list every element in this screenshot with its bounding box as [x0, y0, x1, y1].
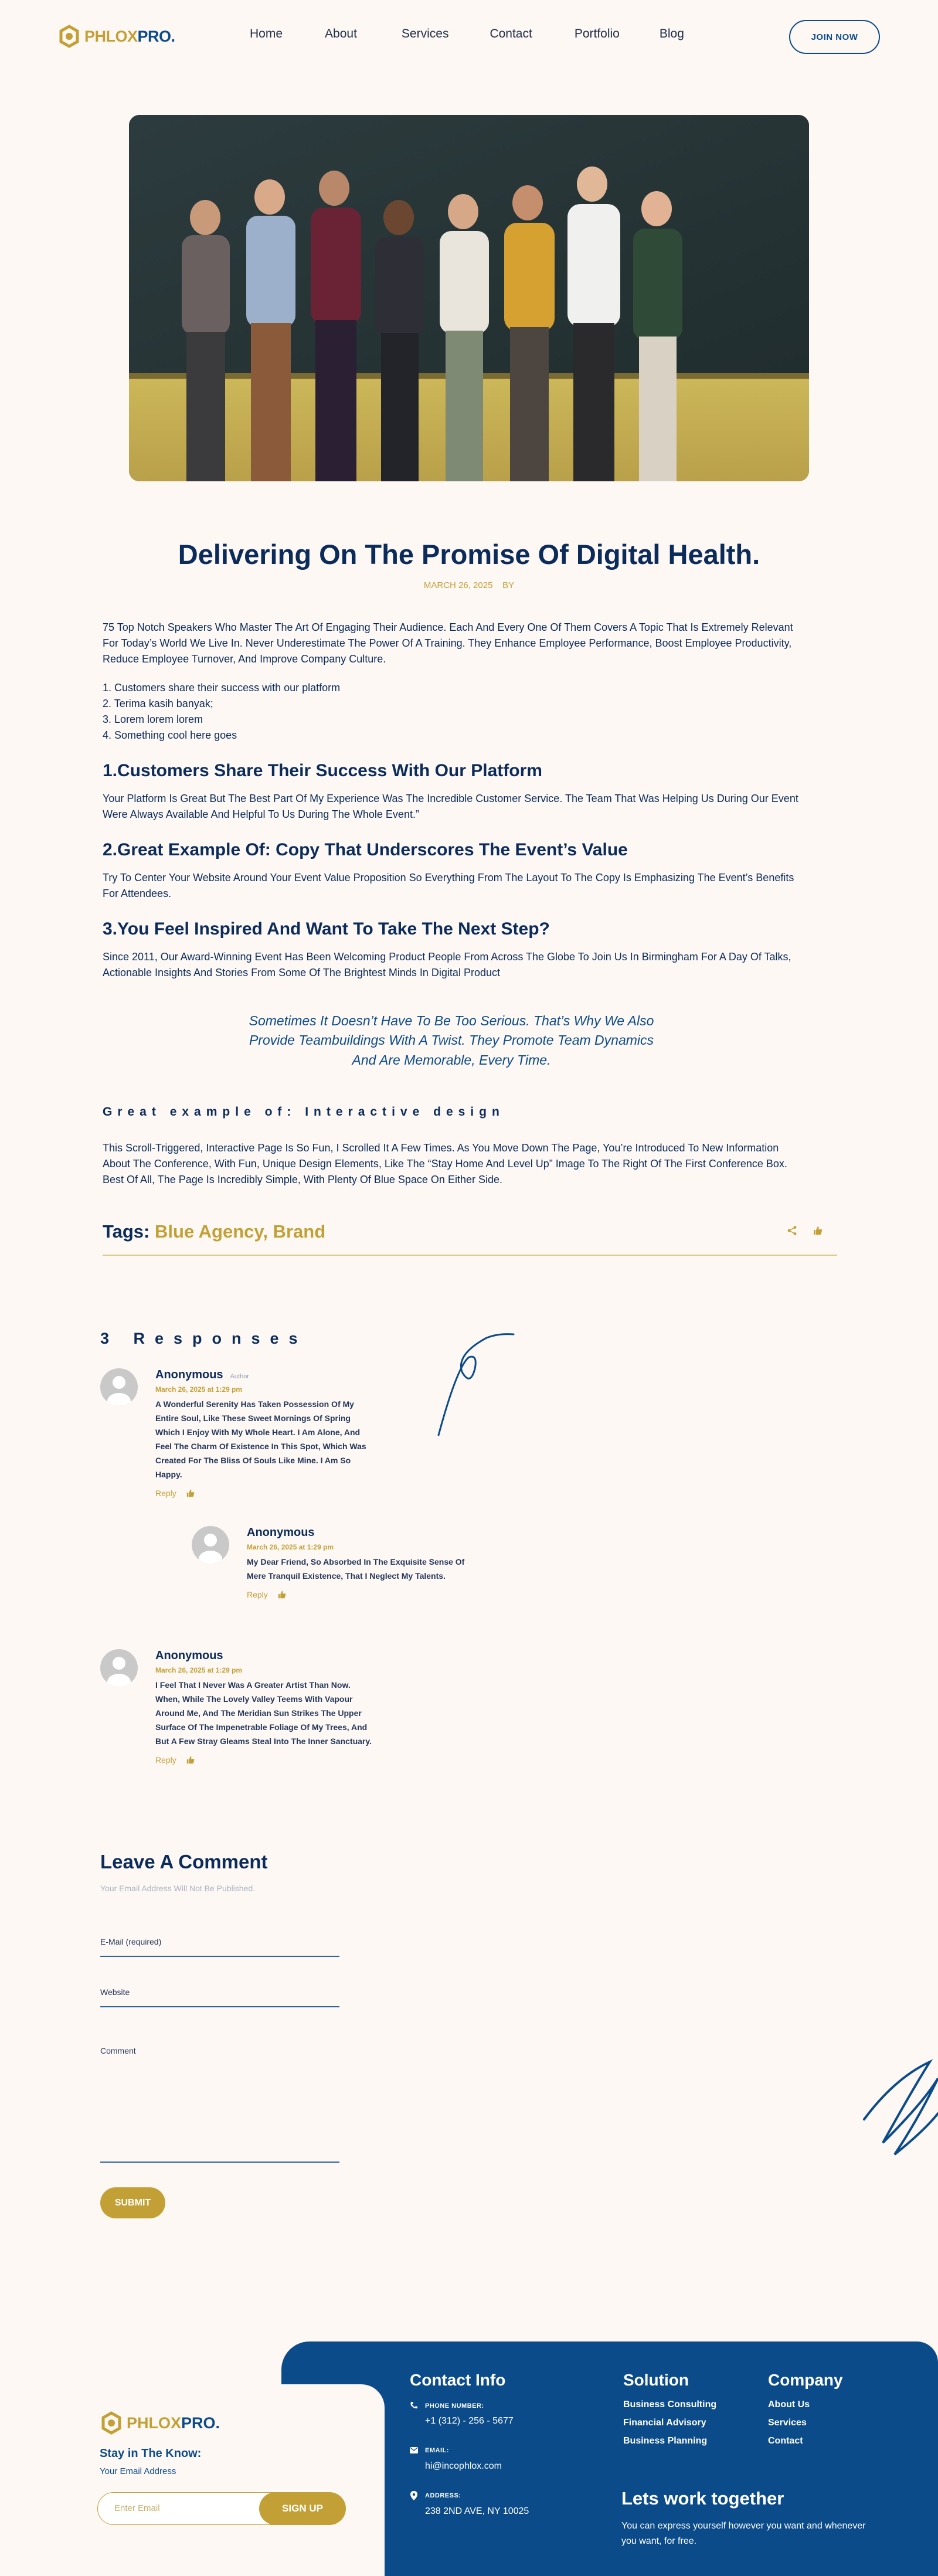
leave-comment-note: Your Email Address Will Not Be Published.	[100, 1884, 256, 1893]
comment-author-name: Anonymous	[155, 1368, 223, 1381]
section-heading-1: 1.Customers Share Their Success With Our Platform	[103, 761, 542, 780]
company-link[interactable]: About Us	[768, 2400, 810, 2410]
comment-text: My Dear Friend, So Absorbed In The Exquisite Sense Of Mere Tranquil Existence, That I Neglect My Talents.	[247, 1557, 465, 1581]
comment-date: March 26, 2025 at 1:29 pm	[155, 1385, 243, 1394]
like-icon[interactable]	[186, 1488, 195, 1498]
newsletter-card	[59, 2384, 385, 2576]
location-icon	[410, 2491, 417, 2500]
nav-contact[interactable]: Contact	[490, 27, 532, 40]
comment-2	[192, 1526, 465, 1626]
address-label: ADDRESS:	[425, 2492, 461, 2499]
content-list	[103, 680, 800, 743]
interactive-design-heading: Great example of: Interactive design	[103, 1105, 505, 1119]
responses-title: 3 Responses	[100, 1330, 308, 1347]
tags-label: Tags:	[103, 1221, 150, 1242]
section-paragraph-1: Your Platform Is Great But The Best Part Of My Experience Was The Incredible Customer Service. The Team That Was Helping Us During Our Event Were Always Available And Helpful To Us During The Whole Event.”	[103, 793, 798, 820]
newsletter-email-label: Your Email Address	[100, 2466, 176, 2476]
post-content	[103, 620, 800, 1188]
brand-name-part2: PRO.	[181, 2414, 220, 2432]
avatar	[100, 1649, 138, 1687]
brand-name-part1: PHLOX	[127, 2414, 182, 2432]
nav-home[interactable]: Home	[250, 27, 283, 40]
intro-paragraph: 75 Top Notch Speakers Who Master The Art Of Engaging Their Audience. Each And Every One Of Them Covers A Topic That Is Extremely Relevant For Today’s World We Live In. Never Underestimate The Power Of A Training. They Enhance Employee Performance, Boost Employee Productivity, Reduce Employee Turnover, And Improve Company Culture.	[103, 621, 793, 665]
solution-link[interactable]: Business Consulting	[623, 2400, 717, 2410]
brand-logo[interactable]	[57, 25, 175, 48]
nav-portfolio[interactable]: Portfolio	[574, 27, 620, 40]
comment-author-name: Anonymous	[247, 1526, 315, 1539]
comment-actions	[155, 1488, 372, 1498]
comment-text: A Wonderful Serenity Has Taken Possession Of My Entire Soul, Like These Sweet Mornings Of Spring Which I Enjoy With My Whole Heart. I Am Alone, And Feel The Charm Of Existence In This Spot, Which Was Created For The Bliss Of Souls Like Mine. I Am So Happy.	[155, 1399, 366, 1480]
comment-author	[247, 1526, 464, 1540]
list-item: 4. Something cool here goes	[103, 729, 237, 741]
list-item: 1. Customers share their success with our platform	[103, 682, 341, 694]
comment-actions	[247, 1590, 464, 1599]
footer-logo[interactable]	[100, 2411, 220, 2435]
comment-textarea[interactable]	[100, 2162, 339, 2163]
phone-number[interactable]: +1 (312) - 256 - 5677	[425, 2416, 514, 2426]
logo-mark-icon	[100, 2411, 123, 2435]
comment-author	[155, 1368, 372, 1382]
post-author-by: BY	[502, 580, 515, 590]
brand-name-part2: PRO.	[137, 27, 175, 45]
company-title: Company	[768, 2371, 843, 2389]
list-item: 3. Lorem lorem lorem	[103, 713, 203, 725]
brand-name-part1: PHLOX	[84, 27, 138, 45]
pull-quote	[103, 1011, 800, 1070]
team-photo	[129, 115, 809, 481]
comment-date: March 26, 2025 at 1:29 pm	[247, 1543, 334, 1551]
stay-in-know-title: Stay in The Know:	[100, 2447, 202, 2460]
email-address[interactable]: hi@incophlox.com	[425, 2461, 502, 2471]
like-icon[interactable]	[186, 1755, 195, 1765]
reply-link[interactable]: Reply	[247, 1590, 268, 1600]
phone-icon	[410, 2401, 418, 2410]
like-icon[interactable]	[277, 1590, 287, 1599]
comment-body	[155, 1368, 372, 1498]
comment-field-label: Comment	[100, 2046, 136, 2055]
comment-date: March 26, 2025 at 1:29 pm	[155, 1666, 243, 1674]
email-icon	[410, 2447, 418, 2454]
post-title: Delivering On The Promise Of Digital Health.	[178, 539, 760, 570]
website-field-label: Website	[100, 1987, 130, 1997]
avatar	[192, 1526, 229, 1564]
reply-link[interactable]: Reply	[155, 1755, 176, 1765]
sign-up-button[interactable]: SIGN UP	[259, 2492, 346, 2525]
section-heading-3: 3.You Feel Inspired And Want To Take The Next Step?	[103, 919, 550, 939]
nav-services[interactable]: Services	[401, 27, 449, 40]
address-value: 238 2ND AVE, NY 10025	[425, 2506, 529, 2516]
swirl-decoration	[859, 2055, 938, 2160]
author-badge: Author	[230, 1373, 249, 1380]
lets-work-title: Lets work together	[621, 2488, 784, 2509]
hero-image	[129, 115, 809, 481]
solution-link[interactable]: Financial Advisory	[623, 2418, 706, 2428]
comment-actions	[155, 1755, 372, 1765]
share-icon[interactable]	[787, 1225, 797, 1236]
leave-comment-title: Leave A Comment	[100, 1851, 268, 1872]
join-now-button[interactable]: JOIN NOW	[789, 20, 880, 54]
avatar	[100, 1368, 138, 1406]
submit-button[interactable]: SUBMIT	[100, 2187, 165, 2218]
quote-line: Sometimes It Doesn’t Have To Be Too Serious. That’s Why We Also	[249, 1013, 654, 1028]
reply-link[interactable]: Reply	[155, 1488, 176, 1498]
logo-mark-icon	[57, 25, 81, 48]
comment-text: I Feel That I Never Was A Greater Artist Than Now. When, While The Lovely Valley Teems With Vapour Around Me, And The Meridian Sun Strikes The Upper Surface Of The Impenetrable Foliage Of My Trees, And But A Few Stray Gleams Steal Into The Inner Sanctuary.	[155, 1680, 372, 1746]
quote-line: And Are Memorable, Every Time.	[352, 1052, 551, 1068]
company-link[interactable]: Contact	[768, 2436, 803, 2446]
like-icon[interactable]	[813, 1225, 823, 1236]
email-label: EMAIL:	[425, 2447, 449, 2454]
main-nav	[250, 27, 726, 41]
section-paragraph-2: Try To Center Your Website Around Your Event Value Proposition So Everything From The Layout To The Copy Is Emphasizing The Event’s Benefits For Attendees.	[103, 872, 794, 899]
lets-work-text: You can express yourself however you want and whenever you want, for free.	[621, 2521, 866, 2546]
comment-body	[155, 1649, 372, 1765]
tags-values[interactable]: Blue Agency, Brand	[155, 1221, 326, 1242]
nav-about[interactable]: About	[325, 27, 357, 40]
post-tags	[103, 1221, 325, 1242]
comment-3	[100, 1649, 372, 1796]
section-heading-2: 2.Great Example Of: Copy That Underscores The Event’s Value	[103, 840, 628, 859]
email-field-label: E-Mail (required)	[100, 1937, 162, 1946]
contact-info-title: Contact Info	[410, 2371, 506, 2389]
quote-line: Provide Teambuildings With A Twist. They Promote Team Dynamics	[249, 1032, 654, 1048]
tags-divider	[103, 1255, 837, 1256]
comment-author-name: Anonymous	[155, 1649, 223, 1662]
solution-title: Solution	[623, 2371, 689, 2389]
section-paragraph-4: This Scroll-Triggered, Interactive Page Is So Fun, I Scrolled It A Few Times. As You Move Down The Page, You’re Introduced To New Information About The Conference, With Fun, Unique Design Elements, Like The “Stay Home And Level Up” Image To The Right Of The First Conference Box. Best Of All, The Page Is Incredibly Simple, With Plenty Of Blue Space On Either Side.	[103, 1141, 787, 1185]
email-placeholder: Enter Email	[114, 2503, 160, 2513]
comment-body	[247, 1526, 464, 1599]
email-field[interactable]	[100, 1956, 339, 1957]
solution-link[interactable]: Business Planning	[623, 2436, 708, 2446]
list-item: 2. Terima kasih banyak;	[103, 698, 213, 709]
comment-1	[100, 1368, 366, 1515]
nav-blog[interactable]: Blog	[659, 27, 684, 40]
post-meta	[0, 580, 938, 590]
website-field[interactable]	[100, 2006, 339, 2007]
scribble-decoration	[434, 1331, 516, 1442]
comment-author	[155, 1649, 372, 1663]
post-date: MARCH 26, 2025	[423, 580, 493, 590]
section-paragraph-3: Since 2011, Our Award-Winning Event Has Been Welcoming Product People From Across The Globe To Join Us In Birmingham For A Day Of Talks, Actionable Insights And Stories From Some Of The Brightest Minds In Digital Product	[103, 951, 791, 978]
company-link[interactable]: Services	[768, 2418, 807, 2428]
site-header	[0, 0, 938, 73]
post-actions	[787, 1225, 823, 1236]
phone-label: PHONE NUMBER:	[425, 2402, 484, 2410]
